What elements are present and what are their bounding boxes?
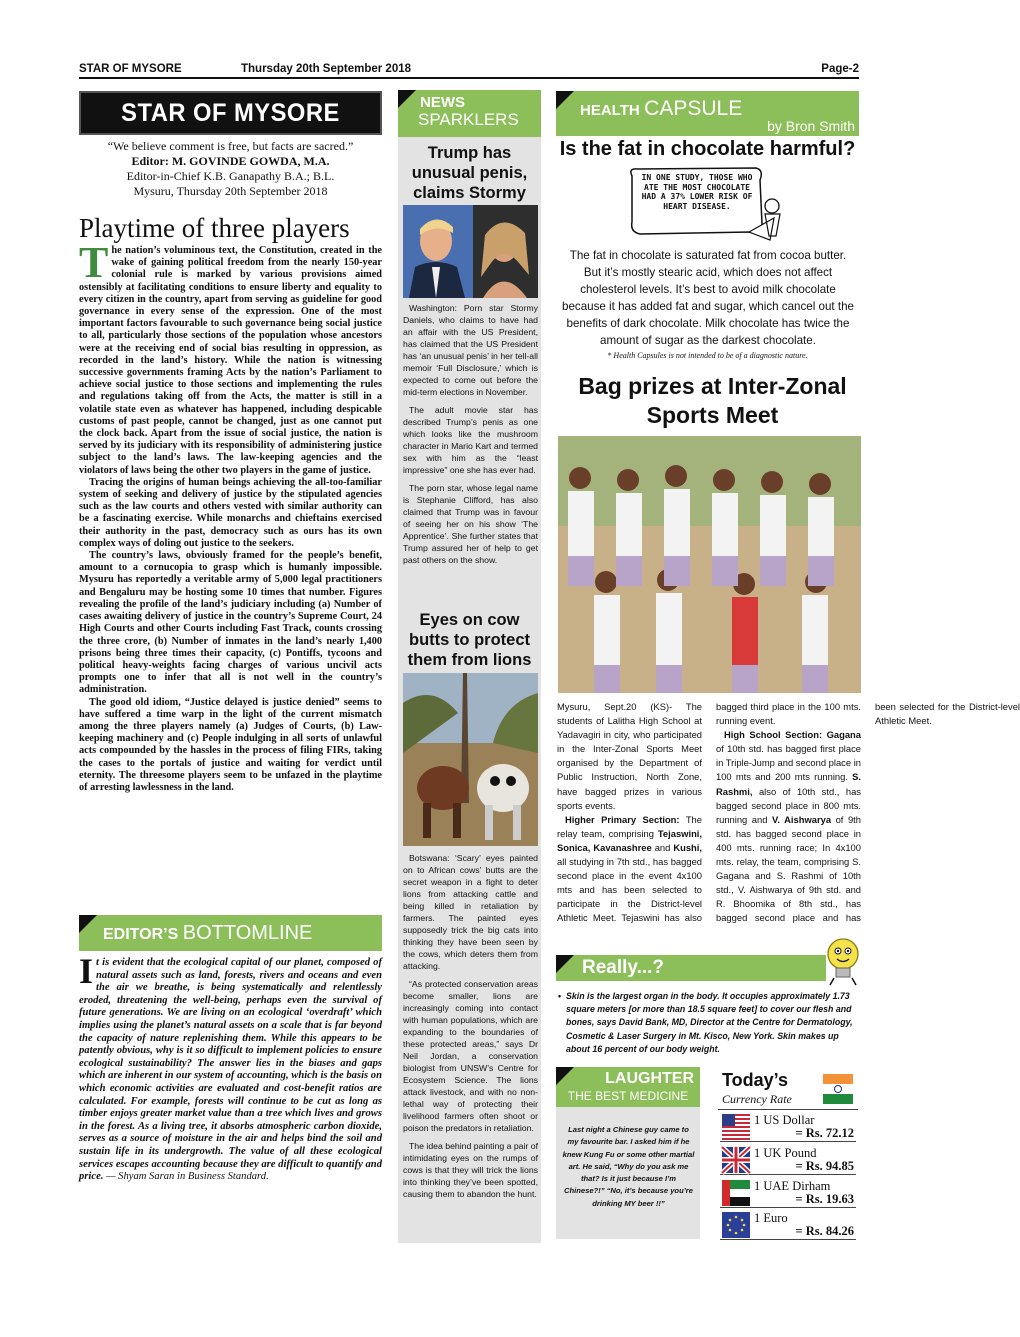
editorial-p2: Tracing the origins of human beings achieving the all-too-familiar system of seeking and delivery of justice by the stipulated agencies such as the law courts and others vested with similar authority can be a fascinating exercise. While monarchs and chieftains exercised their authority in the past, democracy such as ours has its own complex ways of doling out justice to the seekers. <box>79 476 382 549</box>
really-label: Really...? <box>582 957 665 978</box>
news-label2: SPARKLERS <box>418 110 519 129</box>
currency-eur-value: = Rs. 84.26 <box>795 1224 854 1238</box>
health-byline: by Bron Smith <box>767 118 855 134</box>
news-headline-2: Eyes on cow butts to protect them from lions <box>407 611 532 669</box>
sports-p3-n1: Gagana <box>822 729 861 741</box>
news-story-2b: “As protected conservation areas become smaller, lions are increasingly coming into contact with human populations, which are expanding to the boundaries of these protected areas,” says Dr Neil Jordan, a conservation biologist from UNSW’s Centre for Ecosystem Science. The lions attack livestock, and with no non-lethal way of protecting their livelihood farmers often shoot or poison the predators in retaliation. <box>403 979 538 1133</box>
currency-eur-name: 1 Euro <box>754 1211 788 1225</box>
lightbulb-icon <box>820 934 866 986</box>
really-text <box>558 990 860 1056</box>
editorial-title: Playtime of three players <box>79 213 350 243</box>
editorial-p3: The country’s laws, obviously framed for the people’s benefit, amount to a cornucopia to grasp which is humanly impossible. Mysuru has reportedly a veritable army of 5,000 legal practitioners and Bengaluru may be hosting some 10 times that number. Figures revealing the profile of the land’s judiciary including (a) Number of cases awaiting delivery of justice in the country’s Supreme Court, 24 High Courts and other Courts including Fast Track, counts crossing the three crore, (b) Number of inmates in the land’s nearly 1,400 prisons being three times their capacity, (c) Pontiffs, tycoons and political heavy-weights facing charges of various uncivil acts prompts one to infer that all is not well in the country’s administration. <box>79 550 382 696</box>
india-flag-icon <box>823 1074 853 1104</box>
health-cartoon <box>624 166 784 241</box>
sports-p2-b: and <box>651 841 674 853</box>
health-label2: CAPSULE <box>644 97 743 120</box>
news-story-2c: The idea behind painting a pair of intimidating eyes on the rumps of cows is that they will trick the lions into thinking they’ve been spotted, causing them to abandon the hunt. <box>403 1141 538 1199</box>
currency-row-eur <box>720 1210 856 1240</box>
laughter-banner <box>556 1067 700 1107</box>
page-header <box>79 63 859 79</box>
currency-usd-value: = Rs. 72.12 <box>795 1126 854 1140</box>
sports-title: Bag prizes at Inter-Zonal Sports Meet <box>578 373 847 428</box>
bottomline-dropcap: I <box>79 951 94 991</box>
currency-row-aed <box>720 1178 856 1208</box>
sports-p2-head: Higher Primary Section: <box>565 813 680 825</box>
uk-flag-icon <box>722 1147 750 1173</box>
laughter-label2: THE BEST MEDICINE <box>567 1089 689 1103</box>
header-page: Page-2 <box>821 63 859 75</box>
laughter-joke: Last night a Chinese guy came to my favourite bar. I asked him if he knew Kung Fu or some other martial art. He said, “Why do you ask me that? Is it just because I’m Chinese?!” “No, it’s because you’re drinking MY beer !!” <box>562 1125 695 1208</box>
currency-aed-value: = Rs. 19.63 <box>795 1192 854 1206</box>
news-story-2 <box>403 852 538 1200</box>
news-headline-1: Trump has unusual penis, claims Stormy <box>411 144 528 202</box>
us-flag-icon <box>722 1114 750 1140</box>
health-title: Is the fat in chocolate harmful? <box>559 138 856 160</box>
logo-text: STAR OF MYSORE <box>121 99 340 127</box>
really-body: Skin is the largest organ in the body. It occupies approximately 1.73 square meters [or more than 18.5 square feet] to cover our flesh and bones, says David Bank, MD, Director at the Centre for Dermatology, Cosmetic & Laser Surgery in Mt. Kisco, New York. Skin makes up about 16 percent of our body weight. <box>566 991 853 1054</box>
trump-stormy-photo <box>403 205 538 298</box>
masthead-chief: Editor-in-Chief K.B. Ganapathy B.A.; B.L. <box>126 169 335 183</box>
header-date: Thursday 20th September 2018 <box>241 63 412 75</box>
health-label1: HEALTH <box>580 102 640 119</box>
laughter-label1: LAUGHTER <box>605 1070 694 1087</box>
sports-p2-a: The relay team, comprising <box>557 813 702 839</box>
currency-aed-name: 1 UAE Dirham <box>754 1179 831 1193</box>
masthead-dateline: Mysuru, Thursday 20th September 2018 <box>133 184 328 198</box>
news-story-1c: The porn star, whose legal name is Stephanie Clifford, has also claimed that Trump was in favour of seeing her on his show ‘The Apprentice’. She further states that Trump assured her of help to get past others on the show. <box>403 483 538 565</box>
currency-box <box>718 1068 858 1110</box>
bottomline-body <box>79 951 382 1184</box>
news-story-2a: Botswana: ‘Scary’ eyes painted on to African cows’ butts are the secret weapon in a fight to deter lions from attacking cattle and being killed in retaliation by farmers. The painted eyes supposedly trick the big cats into thinking they have been seen by the cows, which deters them from attacking. <box>403 853 538 971</box>
currency-usd-name: 1 US Dollar <box>754 1113 815 1127</box>
sports-body <box>557 700 1020 940</box>
currency-subtitle: Currency Rate <box>722 1092 792 1106</box>
news-story-1b: The adult movie star has described Trump’s penis as one which looks like the mushroom character in Mario Kart and termed sex with him as the “least impressive” one she has ever had. <box>403 405 538 475</box>
currency-row-gbp <box>720 1145 856 1175</box>
sports-p2-c: all studying in 7th std., has bagged second place in the event 4x100 mts and has been selected to participate in the District-level Athletic Meet. Tejaswini has also bagged third place in the 100 mts. running event. <box>557 701 861 924</box>
masthead-info <box>79 139 382 199</box>
bottomline-label1: EDITOR’S <box>103 926 179 943</box>
editorial-dropcap: T <box>79 238 109 287</box>
bottomline-text: t is evident that the ecological capital of our planet, composed of natural assets such as land, forests, rivers and oceans and even the air we breathe, is being systematically and relentlessly eroded, threatening the well-being, perhaps even the survival of future generations. We are living on an ecological ‘overdraft’ which implies using the planet’s natural assets on a scale that is far beyond the capacity of nature replenishing them. While this appears to be patently obvious, why is it so difficult to implement policies to ensure ecological sustainability? The answer lies in the biases and gaps which are inherent in our system of accounting, which is the basis on which economic activities are evaluated and cost-benefit ratios are calculated. For example, forests will continue to be cut as long as timber enjoys greater market value than a tree which lives and grows in the forest. As a living tree, it absorbs atmospheric carbon dioxide, serves as a source of moisture in the air and helps bind the soil and sustain life in its undergrowth. The value of all these ecological services escapes accounting because they are difficult to quantify and price. <box>79 957 382 1183</box>
health-cartoon-caption: IN ONE STUDY, THOSE WHO ATE THE MOST CHOCOLATE HAD A 37% LOWER RISK OF HEART DISEASE. <box>641 173 753 211</box>
currency-title: Today’s <box>722 1070 789 1090</box>
bottomline-label2: BOTTOMLINE <box>182 922 313 944</box>
masthead-quote: “We believe comment is free, but facts are sacred.” <box>107 139 354 153</box>
bottomline-source: — Shyam Saran in Business Standard. <box>106 1171 269 1183</box>
cow-butts-photo <box>403 673 538 846</box>
sports-p3-head: High School Section: <box>724 729 823 741</box>
sports-p2-names2: Kushi, <box>673 841 702 853</box>
header-paper: STAR OF MYSORE <box>79 63 182 75</box>
sports-p1: Mysuru, Sept.20 (KS)- The students of Lalitha High School at Yadavagiri in city, who participated in the Inter-Zonal Sports Meet organised by the Department of Public Instruction, North Zone, have bagged prizes in various sports events. <box>557 701 702 811</box>
uae-flag-icon <box>722 1180 750 1206</box>
health-text: The fat in chocolate is saturated fat from cocoa butter. But it’s mostly stearic acid, which does not affect cholesterol levels. It’s best to avoid milk chocolate because it has added fat and sugar, which cancel out the benefits of dark chocolate. Milk chocolate has twice the amount of sugar as the darkest chocolate. <box>562 249 854 347</box>
health-banner <box>556 91 859 136</box>
sports-p3-c: of 9th std. has bagged second place in 400 mts. running race; In 4x100 mts. relay, the team, comprising S. Gagana and S. Rashmi of 10th std., V. Aishwarya of 9th std. and R. Bhoomika of 8th std., has bagged second place and has been selected for the District-level Athletic Meet. <box>716 701 1020 924</box>
really-banner <box>556 955 826 981</box>
editorial-body <box>79 238 382 794</box>
masthead-logo <box>79 91 382 135</box>
editorial-p4: The good old idiom, “Justice delayed is justice denied” seems to have suffered a time warp in the light of the current mismatch among the three players namely (a) Judges of Courts, (b) Law-keeping machinery and (c) People indulging in all sorts of unlawful acts compounded by the hassles in the process of filing FIRs, taking the cases to the portals of justice and waiting for verdict until eternity. The threesome players seem to be unfazed in the playtime of arresting lawlessness in the land. <box>79 696 382 793</box>
sports-p3-a: of 10th std. has bagged first place in Triple-Jump and second place in 100 mts and 200 mts running. <box>716 743 861 783</box>
currency-gbp-value: = Rs. 94.85 <box>795 1159 854 1173</box>
eu-flag-icon <box>722 1212 750 1238</box>
sports-p3-n2: S. Rashmi, <box>716 771 861 797</box>
sports-p2-names: Tejaswini, Sonica, Kavanashree <box>557 827 702 853</box>
really-bullet-icon: • <box>558 991 562 1001</box>
health-note: * Health Capsules is not intended to be of a diagnostic nature. <box>607 351 808 360</box>
editorial-p1: he nation’s voluminous text, the Constitution, created in the wake of gaining political freedom from the nearly 150-year colonial rule is marked by various provisions aimed ostensibly at facilitating conditions to ensure liberty and equality to every citizen in the country, apart from serving as guideline for good governance in every sense of the expression. One of the most important factors favourable to such governance being social justice to all, particularly those sections of the population whose ancestors were at the receiving end of social bias resulting in oppression, as recorded in the land’s history. While the nation is witnessing successive governments framing Acts by the nation’s Parliament to achieve social justice to those sections and implementing the rules and regulations taking off from the Acts, the matter is still in a volatile state even as whatever has happened, including despicable customs of past people, cannot be changed, just as one cannot put the clock back. Apart from the issue of social justice, the nation is served by its judiciary with its responsibility of administering justice subject to the land’s laws. The law-keeping agencies and the violators of laws being the other two players in the game of justice. <box>79 245 382 476</box>
sports-team-photo <box>558 436 861 693</box>
sports-p3-n3: V. Aishwarya <box>771 813 832 825</box>
bottomline-banner <box>79 915 382 951</box>
news-story-1 <box>403 302 538 566</box>
news-label1: NEWS <box>420 94 465 111</box>
currency-row-usd <box>720 1112 856 1142</box>
news-banner <box>398 90 541 137</box>
sports-p3 <box>716 700 1020 940</box>
currency-gbp-name: 1 UK Pound <box>754 1146 817 1160</box>
news-story-1a: Washington: Porn star Stormy Daniels, who claims to have had an affair with the US President, has claimed that the US President has ‘an unusual penis’ in her tell-all memoir ‘Full Disclosure,’ which is expected to come out before the mid-term elections in November. <box>403 303 538 397</box>
masthead-editor: Editor: M. GOVINDE GOWDA, M.A. <box>131 154 330 168</box>
sports-p3-b: also of 10th std., has bagged second place in 800 mts. running and <box>716 785 861 825</box>
